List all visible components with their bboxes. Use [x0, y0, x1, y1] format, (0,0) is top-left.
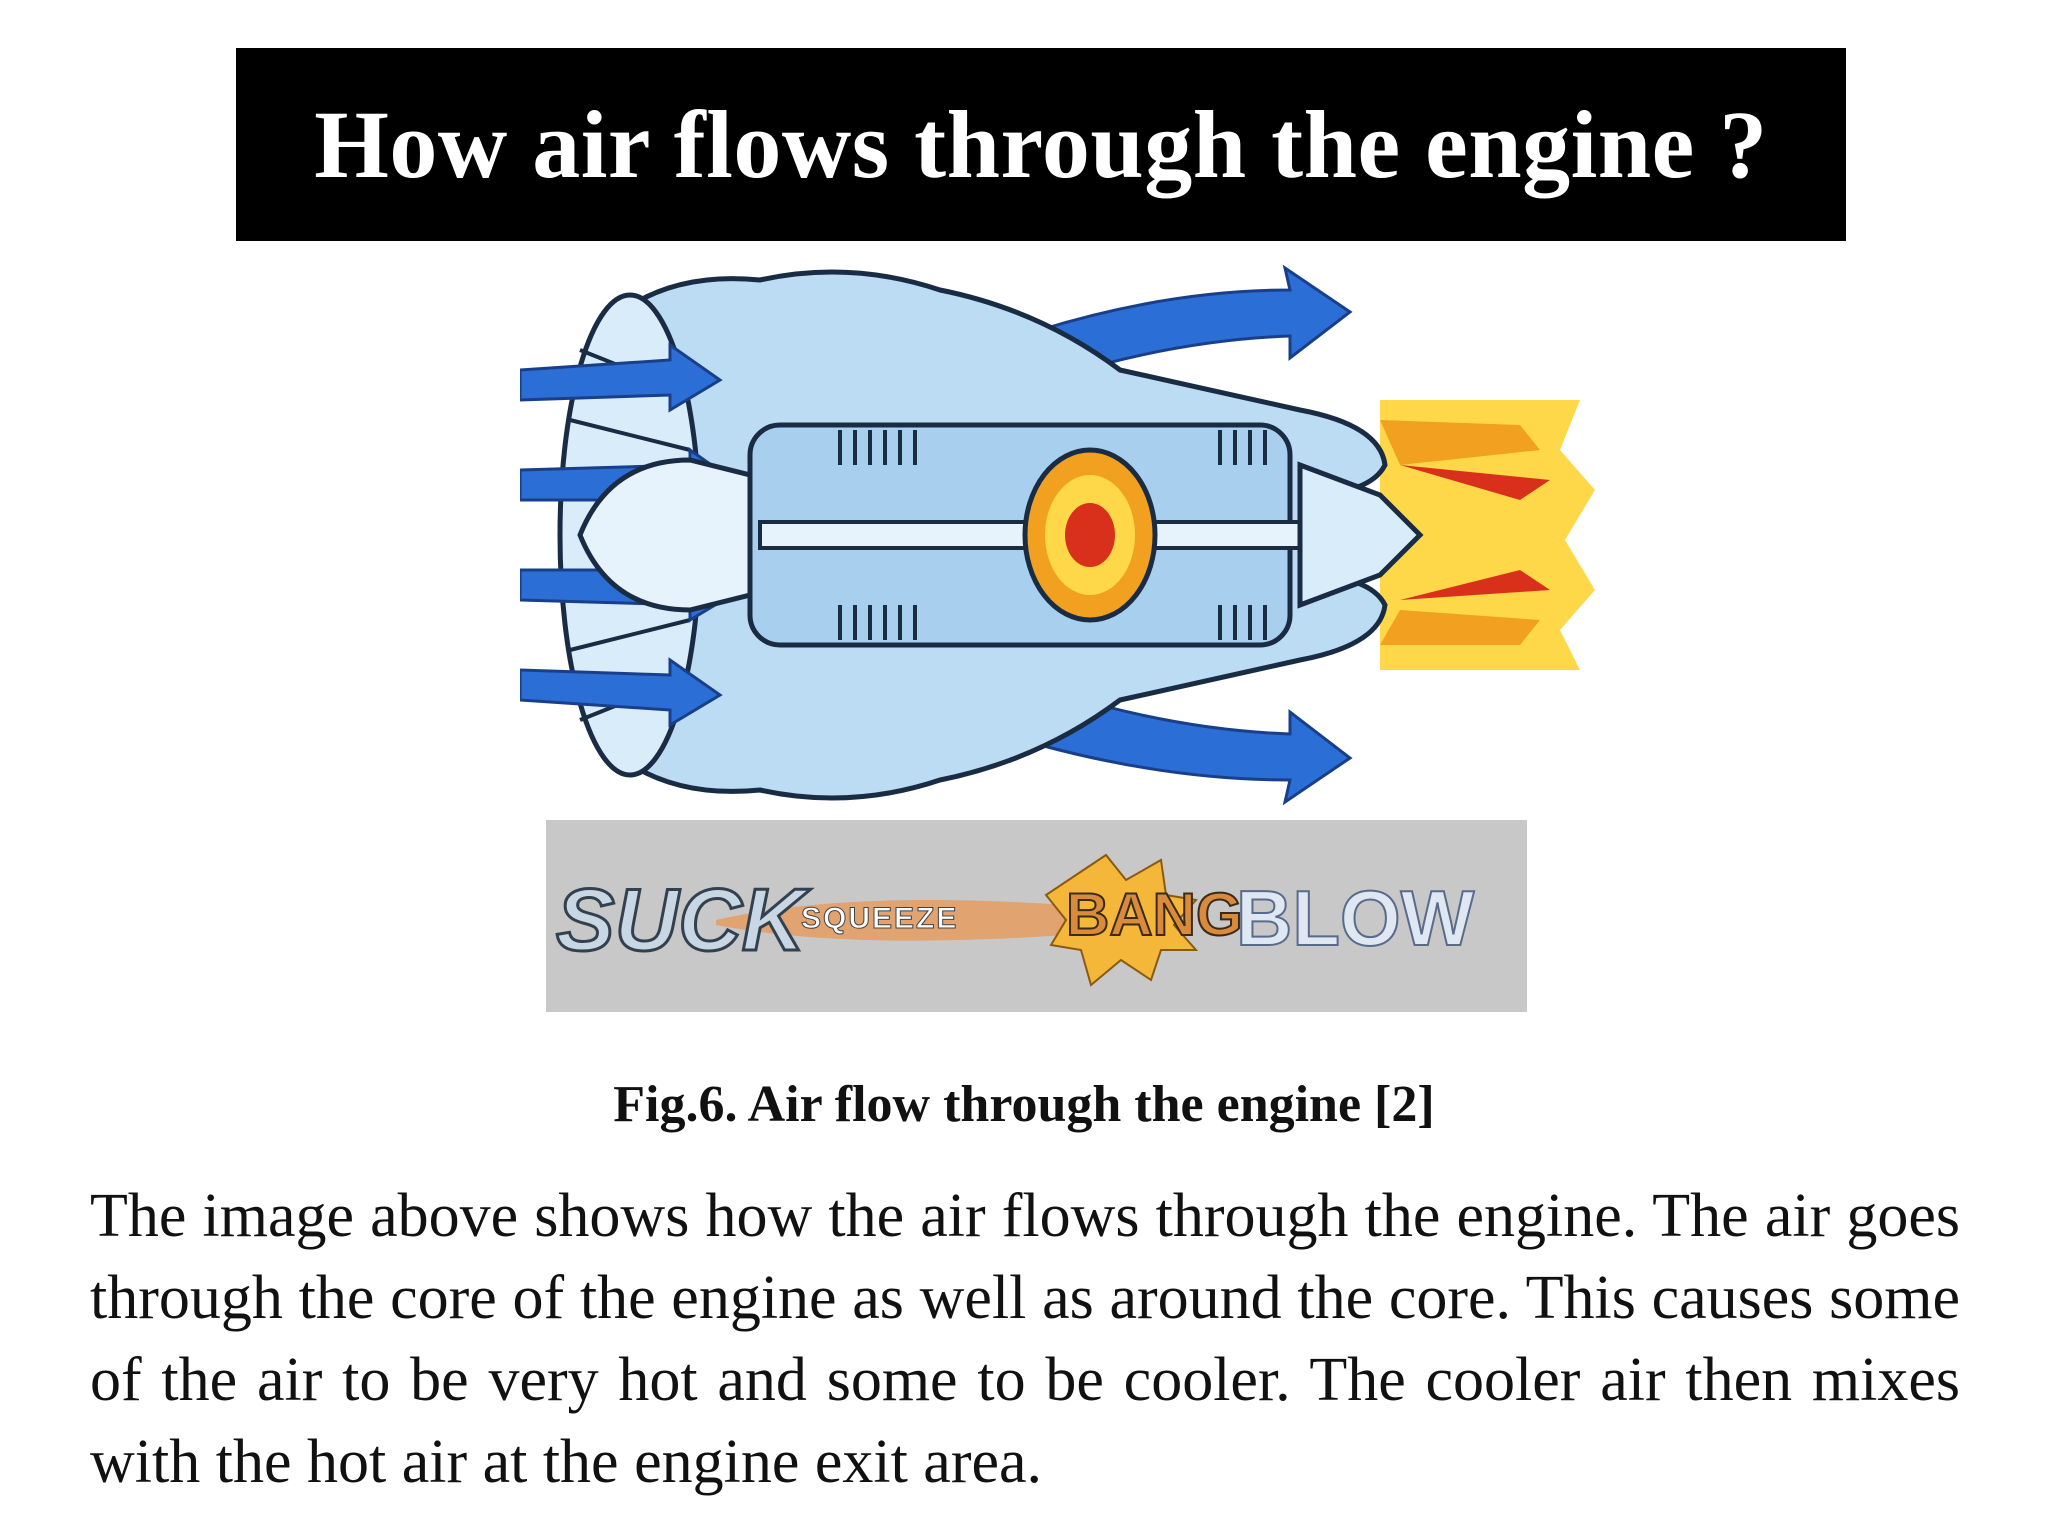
body-paragraph: The image above shows how the air flows through the engine. The air goes through the core of the engine as well as around the core. This causes some of the air to be very hot and some to be cooler. The cooler air then mixes with the hot air at the engine exit area. — [90, 1182, 1960, 1496]
banner-word-blow: BLOW — [1236, 874, 1475, 962]
banner-word-suck: SUCK — [556, 870, 806, 969]
figure-caption: Fig.6. Air flow through the engine [2] — [613, 1076, 1435, 1133]
banner-word-bang: BANG — [1066, 881, 1243, 948]
banner-word-squeeze: SQUEEZE — [801, 902, 959, 935]
suck-squeeze-bang-blow-banner — [546, 820, 1527, 1012]
title-banner — [236, 48, 1846, 241]
jet-engine-illustration — [520, 250, 1600, 820]
page-title: How air flows through the engine ? — [314, 91, 1768, 198]
